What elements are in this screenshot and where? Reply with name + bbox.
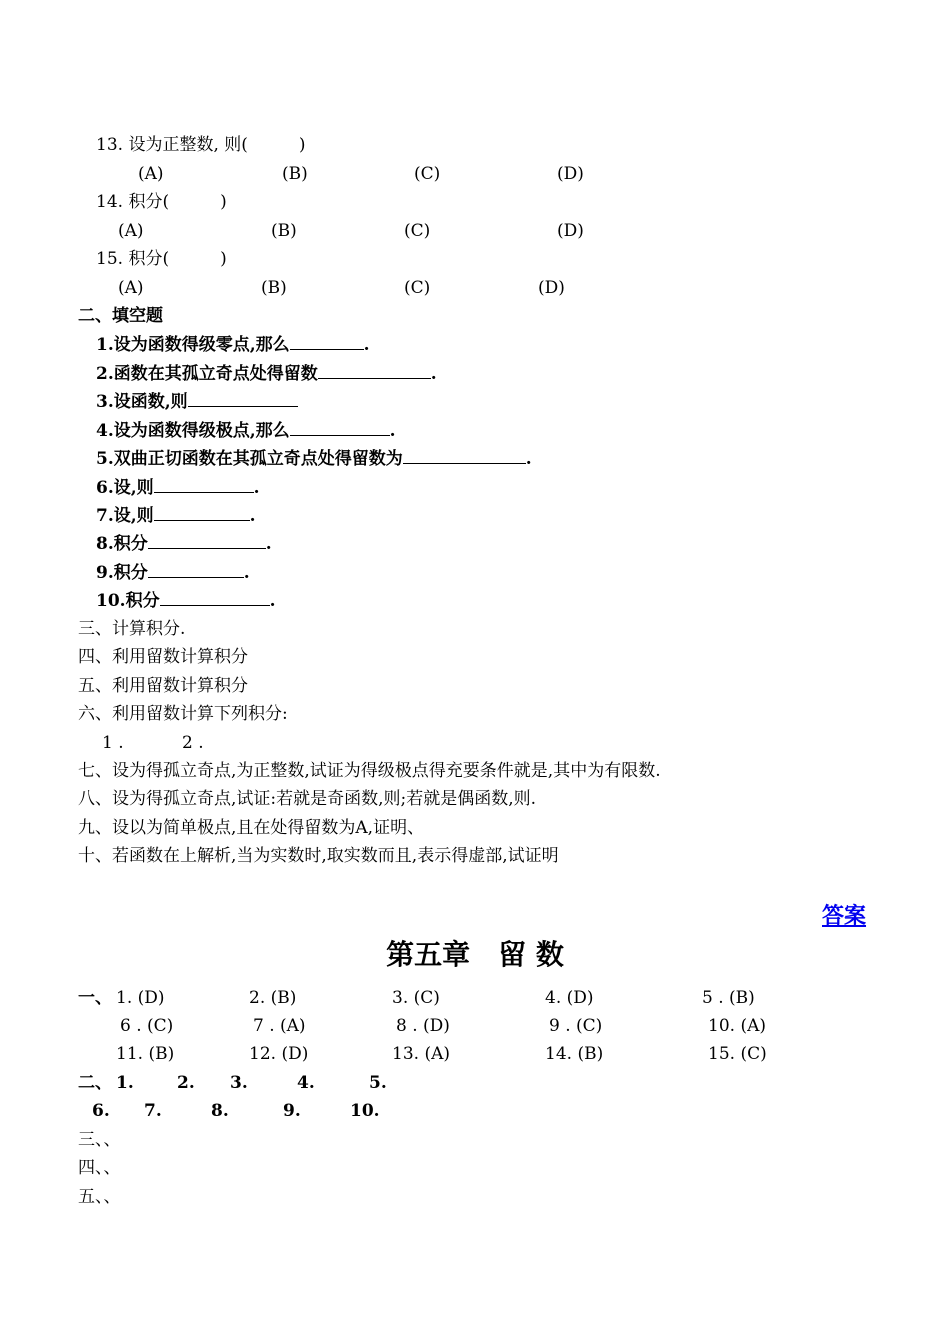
answer-cell: 2. (B) xyxy=(249,988,297,1008)
answer-section-4: 四、、 xyxy=(78,1158,121,1178)
option-c: (C) xyxy=(404,221,431,241)
section-5-heading: 五、利用留数计算积分 xyxy=(78,676,248,696)
fill-item-4: 4.设为函数得级极点,那么 . xyxy=(96,421,396,441)
answer-cell: 15. (C) xyxy=(708,1044,767,1064)
question-15-stem: 15. 积分( ) xyxy=(96,249,227,269)
answer-cell: 7 . (A) xyxy=(253,1016,306,1036)
option-c: (C) xyxy=(414,164,441,184)
answer-section-3: 三、、 xyxy=(78,1130,121,1150)
section-9-text: 九、设以为简单极点,且在处得留数为A,证明、 xyxy=(78,818,425,838)
answer-cell: 11. (B) xyxy=(116,1044,175,1064)
option-b: (B) xyxy=(282,164,308,184)
answer-cell: 3. (C) xyxy=(392,988,440,1008)
section-8-text: 八、设为得孤立奇点,试证:若就是奇函数,则;若就是偶函数,则. xyxy=(78,789,537,809)
section-4-heading: 四、利用留数计算积分 xyxy=(78,647,248,667)
section-7-text: 七、设为得孤立奇点,为正整数,试证为得级极点得充要条件就是,其中为有限数. xyxy=(78,761,661,781)
answer-link[interactable]: 答案 xyxy=(822,903,867,929)
answer-cell: 6 . (C) xyxy=(120,1016,174,1036)
answer-cell: 9 . (C) xyxy=(549,1016,603,1036)
answer-fill-number: 5. xyxy=(369,1073,387,1093)
fill-item-2: 2.函数在其孤立奇点处得留数 . xyxy=(96,364,437,384)
option-b: (B) xyxy=(271,221,297,241)
fill-item-10: 10.积分 . xyxy=(96,591,276,611)
fill-item-7: 7.设,则 . xyxy=(96,506,256,526)
section-6-item-2: 2 . xyxy=(182,733,204,753)
option-c: (C) xyxy=(404,278,431,298)
answer-cell: 1. (D) xyxy=(116,988,165,1008)
answer-fill-number: 4. xyxy=(297,1073,315,1093)
answer-cell: 5 . (B) xyxy=(702,988,755,1008)
answer-fill-number: 9. xyxy=(283,1101,301,1121)
fill-item-1: 1.设为函数得级零点,那么 . xyxy=(96,335,370,355)
fill-item-5: 5.双曲正切函数在其孤立奇点处得留数为 . xyxy=(96,449,532,469)
answer-section-5: 五、、 xyxy=(78,1187,121,1207)
fill-item-8: 8.积分 . xyxy=(96,534,272,554)
option-a: (A) xyxy=(118,221,144,241)
answer-cell: 4. (D) xyxy=(545,988,594,1008)
answers-fill-prefix: 二、 xyxy=(78,1073,112,1093)
answer-fill-number: 3. xyxy=(230,1073,248,1093)
fill-item-9: 9.积分 . xyxy=(96,563,250,583)
question-14-stem: 14. 积分( ) xyxy=(96,192,227,212)
question-13-stem: 13. 设为正整数, 则( ) xyxy=(96,135,306,155)
fill-item-6: 6.设,则 . xyxy=(96,478,260,498)
answer-cell: 8 . (D) xyxy=(396,1016,450,1036)
answer-fill-number: 10. xyxy=(350,1101,380,1121)
option-d: (D) xyxy=(538,278,565,298)
section-6-item-1: 1 . xyxy=(102,733,124,753)
answer-cell: 14. (B) xyxy=(545,1044,604,1064)
section-3-heading: 三、计算积分. xyxy=(78,619,186,639)
answer-fill-number: 7. xyxy=(144,1101,162,1121)
option-b: (B) xyxy=(261,278,287,298)
fill-item-3: 3.设函数,则 xyxy=(96,390,298,413)
answer-cell: 13. (A) xyxy=(392,1044,450,1064)
option-d: (D) xyxy=(557,221,584,241)
answer-fill-number: 1. xyxy=(116,1073,134,1093)
answers-mc-prefix: 一、 xyxy=(78,988,112,1008)
answer-cell: 10. (A) xyxy=(708,1016,766,1036)
section-6-heading: 六、利用留数计算下列积分: xyxy=(78,704,288,724)
option-a: (A) xyxy=(138,164,164,184)
chapter-title: 第五章 留 数 xyxy=(386,938,564,971)
answer-fill-number: 2. xyxy=(177,1073,195,1093)
answer-fill-number: 6. xyxy=(92,1101,110,1121)
answer-fill-number: 8. xyxy=(211,1101,229,1121)
answer-cell: 12. (D) xyxy=(249,1044,309,1064)
section-10-text: 十、若函数在上解析,当为实数时,取实数而且,表示得虚部,试证明 xyxy=(78,846,559,866)
option-d: (D) xyxy=(557,164,584,184)
option-a: (A) xyxy=(118,278,144,298)
fill-heading: 二、填空题 xyxy=(78,306,163,326)
